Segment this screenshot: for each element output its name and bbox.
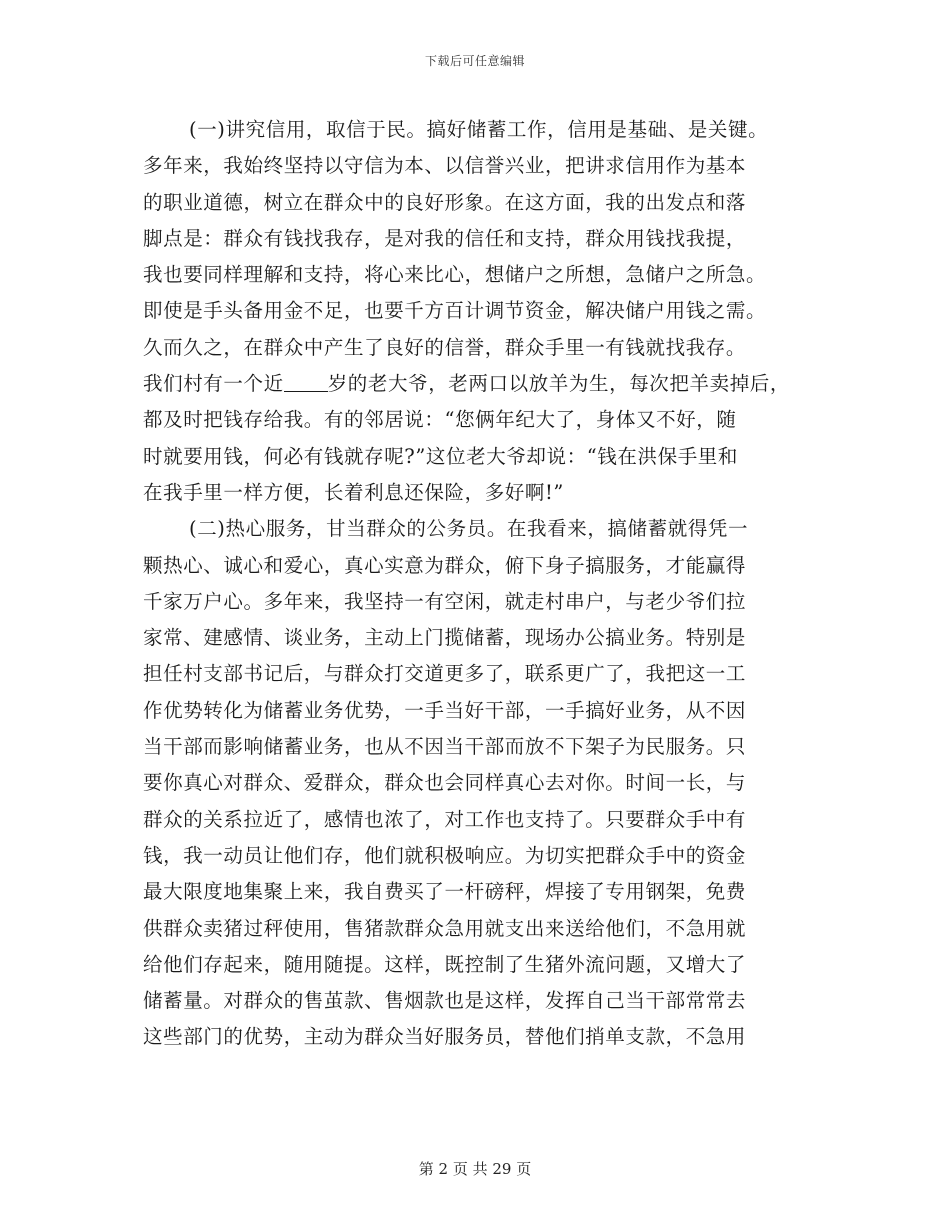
text-line: 颗热心、诚心和爱心，真心实意为群众，俯下身子搞服务，才能赢得 [143, 553, 747, 577]
text-line: 在我手里一样方便，长着利息还保险，多好啊!” [143, 480, 565, 504]
text-line: 时就要用钱，何必有钱就存呢?”这位老大爷却说：“钱在洪保手里和 [143, 444, 738, 468]
text-line: 最大限度地集聚上来，我自费买了一杆磅秤，焊接了专用钢架，免费 [143, 880, 747, 904]
text-line: 我也要同样理解和支持，将心来比心，想储户之所想，急储户之所急。 [143, 263, 767, 287]
page-header: 下载后可任意编辑 [424, 54, 525, 68]
text-line: 给他们存起来，随用随提。这样，既控制了生猪外流问题，又增大了 [143, 952, 747, 976]
text-line: 储蓄量。对群众的售茧款、售烟款也是这样，发挥自己当干部常常去 [143, 989, 747, 1013]
text-segment: 我们村有一个近 [143, 372, 284, 396]
text-line: 这些部门的优势，主动为群众当好服务员，替他们捎单支款，不急用 [143, 1025, 747, 1049]
text-line: 钱，我一动员让他们存，他们就积极响应。为切实把群众手中的资金 [143, 843, 747, 867]
text-line: 作优势转化为储蓄业务优势，一手当好干部，一手搞好业务，从不因 [143, 698, 747, 722]
text-line: 千家万户心。多年来，我坚持一有空闲，就走村串户，与老少爷们拉 [143, 589, 747, 613]
page-number-footer: 第 2 页 共 29 页 [418, 1160, 532, 1178]
text-line: 担任村支部书记后，与群众打交道更多了，联系更广了，我把这一工 [143, 662, 747, 686]
text-line: 群众的关系拉近了，感情也浓了，对工作也支持了。只要群众手中有 [143, 807, 747, 831]
text-line: 的职业道德，树立在群众中的良好形象。在这方面，我的出发点和落 [143, 190, 747, 214]
text-line: 要你真心对群众、爱群众，群众也会同样真心去对你。时间一长，与 [143, 771, 747, 795]
text-line: (一)讲究信用，取信于民。搞好储蓄工作，信用是基础、是关键。 [189, 118, 769, 141]
text-line: 久而久之，在群众中产生了良好的信誉，群众手里一有钱就找我存。 [143, 335, 747, 359]
text-line: 家常、建感情、谈业务，主动上门揽储蓄，现场办公搞业务。特别是 [143, 626, 747, 650]
text-line: 当干部而影响储蓄业务，也从不因当干部而放不下架子为民服务。只 [143, 735, 747, 759]
text-line: (二)热心服务，甘当群众的公务员。在我看来，搞储蓄就得凭一 [189, 517, 749, 541]
paragraph-1 [143, 112, 823, 511]
fill-in-blank [284, 369, 328, 392]
text-line: 供群众卖猪过秤使用，售猪款群众急用就支出来送给他们，不急用就 [143, 916, 747, 940]
text-segment: 岁的老大爷，老两口以放羊为生，每次把羊卖掉后， [327, 372, 791, 396]
document-body [143, 112, 823, 1056]
text-line: 都及时把钱存给我。有的邻居说：“您俩年纪大了，身体又不好，随 [143, 408, 737, 432]
paragraph-2 [143, 511, 823, 1055]
text-line: 多年来，我始终坚持以守信为本、以信誉兴业，把讲求信用作为基本 [143, 154, 747, 178]
text-line: 即使是手头备用金不足，也要千方百计调节资金，解决储户用钱之需。 [143, 299, 767, 323]
text-line-with-blank [143, 366, 823, 402]
text-line: 脚点是：群众有钱找我存，是对我的信任和支持，群众用钱找我提， [143, 226, 747, 250]
